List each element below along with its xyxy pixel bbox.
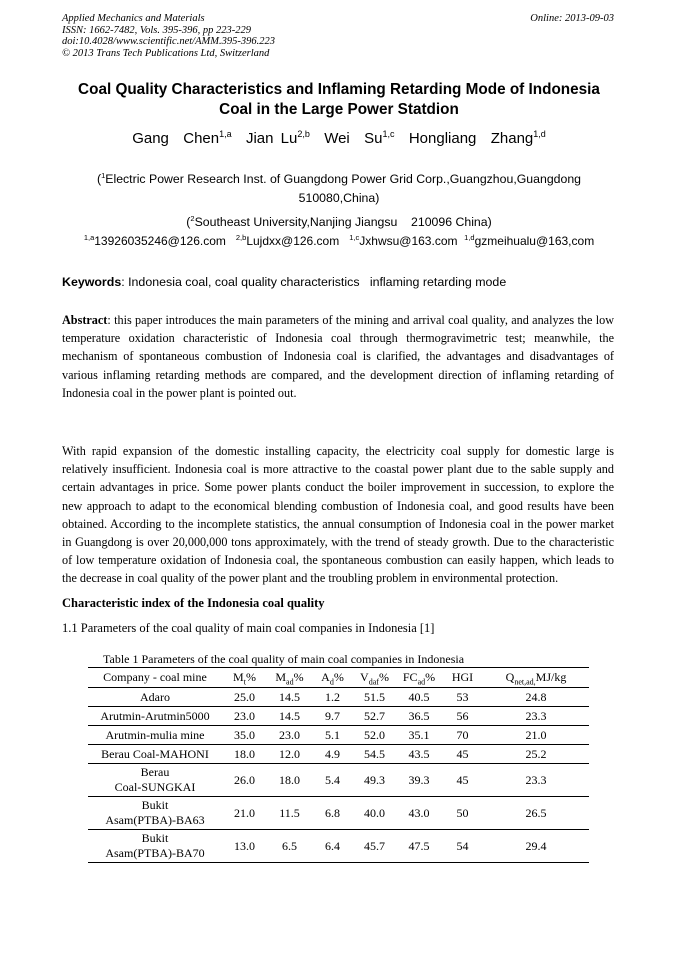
table-header-cell: $FC_{ad}\%$ (396, 668, 442, 688)
table-header-cell: $V_{daf}\%$ (353, 668, 396, 688)
value-cell: 45 (442, 764, 483, 797)
value-cell: 53 (442, 688, 483, 707)
table-header-cell: Company - coal mine (88, 668, 222, 688)
section-heading: Characteristic index of the Indonesia coal quality (62, 596, 325, 610)
intro-paragraph: With rapid expansion of the domestic installing capacity, the electricity coal supply for domestic large is relatively insufficient. Indonesia coal is more attractive to the coastal power plant due to the sable supply and certain advantages in price. Some power plants conduct the boiler improvement in succession, to explore the new approach to adapt to the economical blending combustion of Indonesia coal, and good results have been obtained. According to the incomplete statistics, the annual consumption of Indonesia coal in the power market in Guangdong is over 20,000,000 tons approximately, with the trend of steady growth. Due to the characteristic of low temperature oxidation of Indonesia coal, the spontaneous combustion can easily happen, which leads to the decrease in coal quality of the power plant and the troubling problem in environmental protection. (62, 444, 614, 586)
value-cell: 70 (442, 726, 483, 745)
company-cell: Bukit Asam(PTBA)-BA70 (88, 830, 222, 863)
value-cell: 23.3 (483, 707, 589, 726)
table-row (88, 726, 589, 745)
affiliation-2: ($^2$Southeast University,Nanjing Jiangsu 210096 China) (186, 214, 492, 230)
author: Gang Chen$^{1,a}$ (132, 129, 232, 147)
email-address: 13926035246@126.com (94, 234, 226, 248)
value-cell: 1.2 (312, 688, 353, 707)
value-cell: 6.5 (267, 830, 312, 863)
value-cell: 25.0 (222, 688, 267, 707)
company-cell: Arutmin-Arutmin5000 (88, 707, 222, 726)
table-row (88, 797, 589, 830)
table-header-cell: $M_{ad}\%$ (267, 668, 312, 688)
company-cell: Arutmin-mulia mine (88, 726, 222, 745)
value-cell: 13.0 (222, 830, 267, 863)
value-cell: 36.5 (396, 707, 442, 726)
journal-header (62, 13, 275, 59)
value-cell: 11.5 (267, 797, 312, 830)
author: Jian Lu$^{2,b}$ (245, 129, 310, 147)
value-cell: 35.1 (396, 726, 442, 745)
value-cell: 43.0 (396, 797, 442, 830)
journal-issn: ISSN: 1662-7482, Vols. 395-396, pp 223-229 (62, 24, 251, 36)
email-list: $^{1,a}$13926035246@126.com $^{2,b}$Lujdxx@126.com $^{1,c}$Jxhwsu@163.com $^{1,d}$gzmeihualu@163,com (83, 233, 595, 248)
value-cell: 14.5 (267, 688, 312, 707)
value-cell: 21.0 (222, 797, 267, 830)
author-list (62, 129, 616, 147)
value-cell: 14.5 (267, 707, 312, 726)
table-caption: Table 1 Parameters of the coal quality of main coal companies in Indonesia (103, 652, 465, 666)
coal-quality-table (88, 667, 589, 863)
company-cell: Adaro (88, 688, 222, 707)
table-header-cell: $M_t\%$ (222, 668, 267, 688)
author: Wei Su$^{1,c}$ (324, 129, 395, 147)
value-cell: 23.0 (222, 707, 267, 726)
value-cell: 26.0 (222, 764, 267, 797)
value-cell: 21.0 (483, 726, 589, 745)
value-cell: 47.5 (396, 830, 442, 863)
value-cell: 18.0 (222, 745, 267, 764)
company-cell: Berau Coal-SUNGKAI (88, 764, 222, 797)
email-address: Lujdxx@126.com (246, 234, 340, 248)
value-cell: 40.5 (396, 688, 442, 707)
value-cell: 50 (442, 797, 483, 830)
value-cell: 54 (442, 830, 483, 863)
value-cell: 26.5 (483, 797, 589, 830)
value-cell: 35.0 (222, 726, 267, 745)
table-row (88, 764, 589, 797)
value-cell: 18.0 (267, 764, 312, 797)
value-cell: 23.0 (267, 726, 312, 745)
table-header-cell: $Q_{net,ad,}MJ/kg$ (483, 668, 589, 688)
value-cell: 4.9 (312, 745, 353, 764)
value-cell: 56 (442, 707, 483, 726)
value-cell: 24.8 (483, 688, 589, 707)
value-cell: 5.4 (312, 764, 353, 797)
journal-name: Applied Mechanics and Materials (62, 13, 205, 24)
table-row (88, 688, 589, 707)
keywords: Keywords: Indonesia coal, coal quality characteristics inflaming retarding mode (62, 275, 507, 289)
value-cell: 39.3 (396, 764, 442, 797)
affiliation-1: ($^1$Electric Power Research Inst. of Guangdong Power Grid Corp.,Guangzhou,Guangdong 510080,China) (96, 171, 582, 206)
table-row (88, 745, 589, 764)
email-address: Jxhwsu@163.com (359, 234, 458, 248)
value-cell: 49.3 (353, 764, 396, 797)
subsection-heading: 1.1 Parameters of the coal quality of main coal companies in Indonesia [1] (62, 621, 435, 635)
value-cell: 25.2 (483, 745, 589, 764)
value-cell: 5.1 (312, 726, 353, 745)
value-cell: 45 (442, 745, 483, 764)
value-cell: 40.0 (353, 797, 396, 830)
online-date: Online: 2013-09-03 (530, 13, 614, 24)
company-cell: Berau Coal-MAHONI (88, 745, 222, 764)
value-cell: 23.3 (483, 764, 589, 797)
table-header-cell: $A_d\%$ (312, 668, 353, 688)
company-cell: Bukit Asam(PTBA)-BA63 (88, 797, 222, 830)
table-row (88, 830, 589, 863)
value-cell: 6.4 (312, 830, 353, 863)
value-cell: 9.7 (312, 707, 353, 726)
table-header-cell: HGI (442, 668, 483, 688)
value-cell: 29.4 (483, 830, 589, 863)
table-header-row (88, 668, 589, 688)
paper-title: Coal Quality Characteristics and Inflaming Retarding Mode of Indonesia Coal in the Large Power Statdion (78, 81, 600, 118)
author: Hongliang Zhang$^{1,d}$ (408, 129, 546, 147)
value-cell: 52.7 (353, 707, 396, 726)
value-cell: 52.0 (353, 726, 396, 745)
value-cell: 54.5 (353, 745, 396, 764)
table-row (88, 707, 589, 726)
abstract: Abstract: this paper introduces the main parameters of the mining and arrival coal quality, and analyzes the low temperature oxidation characteristic of Indonesia coal through thermogravimetric test; meanwhile, the mechanism of spontaneous combustion of Indonesia coal is clarified, the advantages and disadvantages of various inflaming retarding methods are compared, and the development direction of inflaming retarding of Indonesia coal in the power plant is pointed out. (62, 313, 614, 400)
value-cell: 43.5 (396, 745, 442, 764)
journal-doi: doi:10.4028/www.scientific.net/AMM.395-396.223 (62, 36, 275, 47)
value-cell: 12.0 (267, 745, 312, 764)
value-cell: 45.7 (353, 830, 396, 863)
email-address: gzmeihualu@163,com (474, 234, 595, 248)
journal-copyright: © 2013 Trans Tech Publications Ltd, Switzerland (62, 47, 270, 59)
value-cell: 6.8 (312, 797, 353, 830)
value-cell: 51.5 (353, 688, 396, 707)
